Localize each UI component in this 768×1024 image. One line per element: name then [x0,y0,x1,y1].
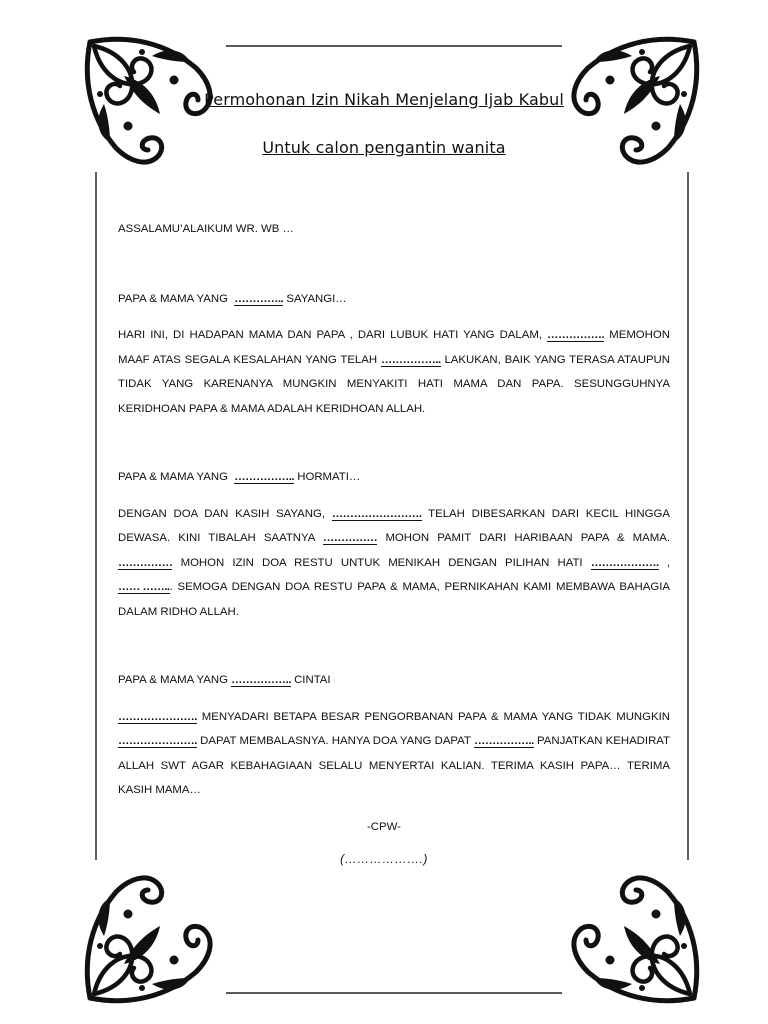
fill-blank: ………….. [234,292,284,305]
greeting-cintai: PAPA & MAMA YANG …………….. CINTAI [118,674,331,686]
fill-blank: ………………. [590,556,659,569]
signature-name: (……………….) [340,852,428,866]
paragraph-1: HARI INI, DI HADAPAN MAMA DAN PAPA , DARI LUBUK HATI YANG DALAM, ……………. MEMOHON MAAF ATAS SEGALA KESALAHAN YANG TELAH …………….. LAKUKAN, BAIK YANG TERASA ATAUPUN TIDAK YANG KARENANYA MUNGKIN MENYAKITI HATI MAMA DAN PAPA. SESUNGGUHNYA KERIDHOAN PAPA & MAMA ADALAH KERIDHOAN ALLAH. [118,329,670,415]
letter-body [118,217,670,847]
fill-blank: …………… [118,556,173,569]
paragraph-2: DENGAN DOA DAN KASIH SAYANG, ……………………. TELAH DIBESARKAN DARI KECIL HINGGA DEWASA. KINI TIBALAH SAATNYA …………… MOHON PAMIT DARI HARIBAAN PAPA & MAMA. …………… MOHON IZIN DOA RESTU UNTUK MENIKAH DENGAN PILIHAN HATI ………………. , …… ……... SEMOGA DENGAN DOA RESTU PAPA & MAMA, PERNIKAHAN KAMI MEMBAWA BAHAGIA DALAM RIDHO ALLAH. [118,507,671,618]
salam-line: ASSALAMU’ALAIKUM WR. WB … [118,223,294,235]
document-title: Permohonan Izin Nikah Menjelang Ijab Kabul [204,90,564,109]
fill-blank: …………….. [473,735,534,747]
greeting-hormati: PAPA & MAMA YANG …………….. HORMATI… [118,471,361,483]
fill-blank: …………….. [231,674,291,686]
fill-blank: ……………………. [331,507,422,520]
fill-blank: ……………. [547,329,605,341]
fill-blank: …… …….. [118,581,170,593]
fill-blank: …………….. [380,353,441,366]
fill-blank: …………………. [118,710,197,723]
fill-blank: …………………. [118,735,197,747]
greeting-sayangi: PAPA & MAMA YANG ………….. SAYANGI… [118,292,347,305]
fill-blank: …………….. [234,471,295,483]
fill-blank: …………… [322,532,378,544]
document-subtitle: Untuk calon pengantin wanita [262,138,506,157]
signature-label: -CPW- [367,821,401,833]
paragraph-3: …………………. MENYADARI BETAPA BESAR PENGORBANAN PAPA & MAMA YANG TIDAK MUNGKIN …………………. DAPAT MEMBALASNYA. HANYA DOA YANG DAPAT …………….. PANJATKAN KEHADIRAT ALLAH SWT AGAR KEBAHAGIAAN SELALU MENYERTAI KALIAN. TERIMA KASIH PAPA… TERIMA KASIH MAMA… [118,710,671,796]
